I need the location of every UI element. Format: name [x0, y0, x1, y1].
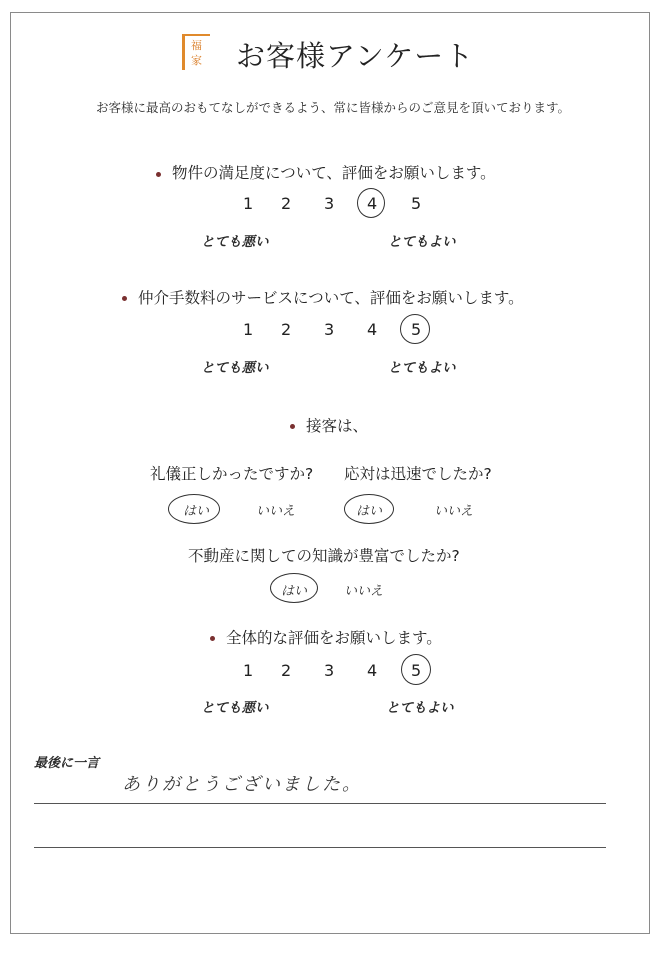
q4-option-3[interactable]: 3 — [324, 661, 335, 680]
q1-option-3[interactable]: 3 — [324, 194, 335, 213]
q4-option-5[interactable]: 5 — [411, 661, 422, 680]
page-title: お客様アンケート — [236, 39, 475, 73]
q2-option-1[interactable]: 1 — [243, 320, 254, 339]
question-1: 物件の満足度について、評価をお願いします。 — [172, 164, 496, 182]
q4-option-1[interactable]: 1 — [243, 661, 254, 680]
q2-high-label: とてもよい — [388, 360, 456, 376]
q1-option-4[interactable]: 4 — [367, 194, 378, 213]
q3-sub3-yes[interactable]: はい — [281, 584, 308, 599]
q3-sub2-no[interactable]: いいえ — [434, 504, 474, 519]
company-logo — [182, 34, 210, 70]
q4-low-label: とても悪い — [201, 700, 269, 716]
q1-option-2[interactable]: 2 — [281, 194, 292, 213]
q3-sub2-answer-circle — [344, 494, 394, 524]
question-3-sub2: 応対は迅速でしたか? — [344, 465, 492, 483]
question-2: 仲介手数料のサービスについて、評価をお願いします。 — [138, 289, 524, 307]
q3-sub1-yes[interactable]: はい — [183, 504, 210, 519]
q4-high-label: とてもよい — [386, 700, 454, 716]
intro-text: お客様に最高のおもてなしができるよう、常に皆様からのご意見を頂いております。 — [96, 100, 571, 115]
bullet-q2 — [122, 296, 127, 301]
q3-sub3-answer-circle — [270, 573, 318, 603]
q2-option-3[interactable]: 3 — [324, 320, 335, 339]
q1-low-label: とても悪い — [201, 234, 269, 250]
q2-option-2[interactable]: 2 — [281, 320, 292, 339]
q1-high-label: とてもよい — [388, 234, 456, 250]
question-3-sub3: 不動産に関しての知識が豊富でしたか? — [188, 547, 460, 565]
q1-option-1[interactable]: 1 — [243, 194, 254, 213]
q3-sub3-no[interactable]: いいえ — [344, 584, 384, 599]
q2-option-4[interactable]: 4 — [367, 320, 378, 339]
question-4: 全体的な評価をお願いします。 — [226, 629, 442, 647]
comment-line-1 — [34, 803, 606, 804]
q3-sub1-answer-circle — [168, 494, 220, 524]
comment-label: 最後に一言 — [34, 756, 100, 771]
logo-char-2: 家 — [191, 54, 202, 67]
bullet-q3 — [290, 424, 295, 429]
q4-option-4[interactable]: 4 — [367, 661, 378, 680]
q2-low-label: とても悪い — [201, 360, 269, 376]
question-3-sub1: 礼儀正しかったですか? — [150, 465, 314, 483]
q2-answer-circle — [400, 314, 430, 344]
logo-char-1: 福 — [191, 39, 202, 52]
q2-option-5[interactable]: 5 — [411, 320, 422, 339]
handwritten-comment[interactable]: ありがとうございました。 — [122, 774, 362, 795]
q1-option-5[interactable]: 5 — [411, 194, 422, 213]
q4-answer-circle — [401, 654, 431, 685]
q4-option-2[interactable]: 2 — [281, 661, 292, 680]
q1-answer-circle — [357, 188, 385, 218]
bullet-q4 — [210, 636, 215, 641]
q3-sub1-no[interactable]: いいえ — [256, 504, 296, 519]
bullet-q1 — [156, 172, 161, 177]
question-3-heading: 接客は、 — [306, 417, 369, 435]
q3-sub2-yes[interactable]: はい — [356, 504, 383, 519]
comment-line-2 — [34, 847, 606, 848]
